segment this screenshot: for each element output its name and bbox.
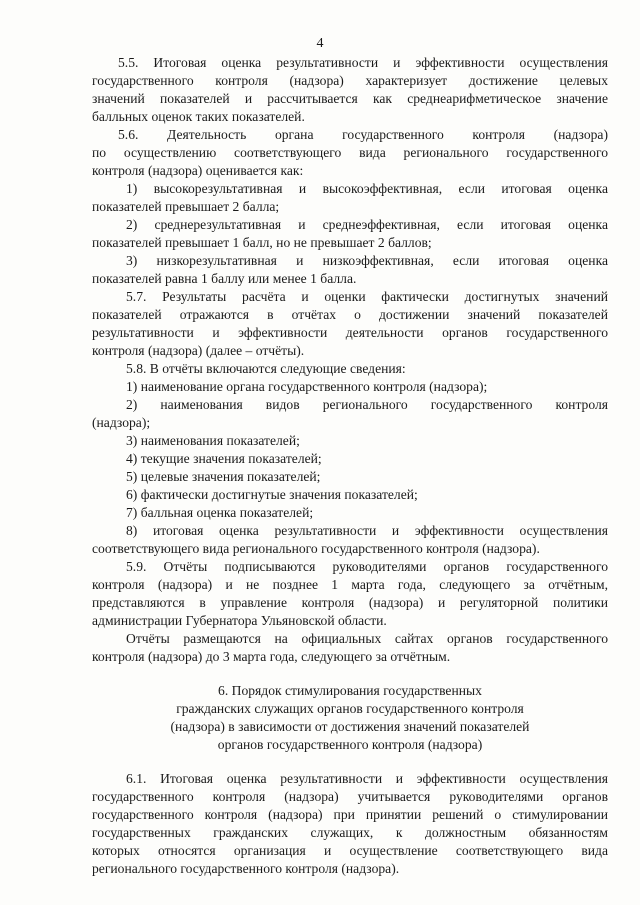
- text-line: 6) фактически достигнутые значения показателей;: [126, 487, 418, 502]
- page-number: 4: [316, 36, 324, 51]
- text-line: 1) наименование органа государственного контроля (надзора);: [126, 379, 488, 394]
- text-line: Отчёты размещаются на официальных сайтах органов государственного: [126, 631, 608, 646]
- text-line: 2) среднерезультативная и среднеэффективная, если итоговая оценка: [126, 217, 608, 232]
- text-line: 8) итоговая оценка результативности и эффективности осуществления: [126, 523, 608, 538]
- text-line: 4) текущие значения показателей;: [126, 451, 322, 466]
- text-line: показателей отражаются в отчётах о достижении значений показателей: [92, 307, 608, 322]
- text-line: 2) наименования видов регионального государственного контроля: [126, 397, 608, 412]
- text-line: балльных оценок таких показателей.: [92, 109, 305, 124]
- text-line: значений показателей и рассчитывается как среднеарифметическое значение: [92, 91, 608, 106]
- text-line: 6.1. Итоговая оценка результативности и эффективности осуществления: [126, 771, 608, 786]
- text-line: контроля (надзора) оценивается как:: [92, 163, 304, 178]
- text-line: показателей равна 1 баллу или менее 1 балла.: [92, 271, 357, 286]
- text-line: результативности и эффективности деятельности органов государственного: [92, 325, 608, 340]
- text-line: государственного контроля (надзора) характеризует достижение целевых: [92, 73, 608, 88]
- text-line: 3) низкорезультативная и низкоэффективная, если итоговая оценка: [126, 253, 608, 268]
- text-line: 5.8. В отчёты включаются следующие сведения:: [126, 361, 406, 376]
- text-line: контроля (надзора) и не позднее 1 марта года, следующего за отчётным,: [92, 577, 608, 592]
- text-line: контроля (надзора) до 3 марта года, следующего за отчётным.: [92, 649, 451, 664]
- section-heading-line: (надзора) в зависимости от достижения значений показателей: [170, 719, 530, 734]
- text-line: показателей превышает 1 балл, но не превышает 2 баллов;: [92, 235, 432, 250]
- section-heading-line: гражданских служащих органов государственного контроля: [176, 701, 524, 716]
- text-line: 1) высокорезультативная и высокоэффективная, если итоговая оценка: [126, 181, 608, 196]
- text-line: по осуществлению соответствующего вида регионального государственного: [92, 145, 608, 160]
- text-line: государственного контроля (надзора) учитывается руководителями органов: [92, 789, 608, 804]
- section-heading-line: 6. Порядок стимулирования государственных: [218, 683, 482, 698]
- text-line: 3) наименования показателей;: [126, 433, 300, 448]
- text-line: соответствующего вида регионального государственного контроля (надзора).: [92, 541, 540, 556]
- text-line: государственных гражданских служащих, к должностным обязанностям: [92, 825, 608, 840]
- text-line: 5.5. Итоговая оценка результативности и эффективности осуществления: [118, 55, 608, 70]
- text-line: государственного контроля (надзора) при принятии решений о стимулировании: [92, 807, 608, 822]
- text-line: контроля (надзора) (далее – отчёты).: [92, 343, 305, 358]
- text-line: которых относятся организация и осуществление соответствующего вида: [92, 843, 608, 858]
- text-line: регионального государственного контроля (надзора).: [92, 861, 400, 876]
- text-line: 5.6. Деятельность органа государственного контроля (надзора): [118, 127, 608, 142]
- section-heading-line: органов государственного контроля (надзора): [217, 737, 483, 752]
- text-line: (надзора);: [92, 415, 151, 430]
- text-line: 5.7. Результаты расчёта и оценки фактически достигнутых значений: [126, 289, 608, 304]
- text-line: 5) целевые значения показателей;: [126, 469, 321, 484]
- text-line: представляются в управление контроля (надзора) и регуляторной политики: [92, 595, 608, 610]
- text-line: администрации Губернатора Ульяновской области.: [92, 613, 387, 628]
- text-line: 7) балльная оценка показателей;: [126, 505, 314, 520]
- text-line: показателей превышает 2 балла;: [92, 199, 280, 214]
- text-line: 5.9. Отчёты подписываются руководителями органов государственного: [126, 559, 608, 574]
